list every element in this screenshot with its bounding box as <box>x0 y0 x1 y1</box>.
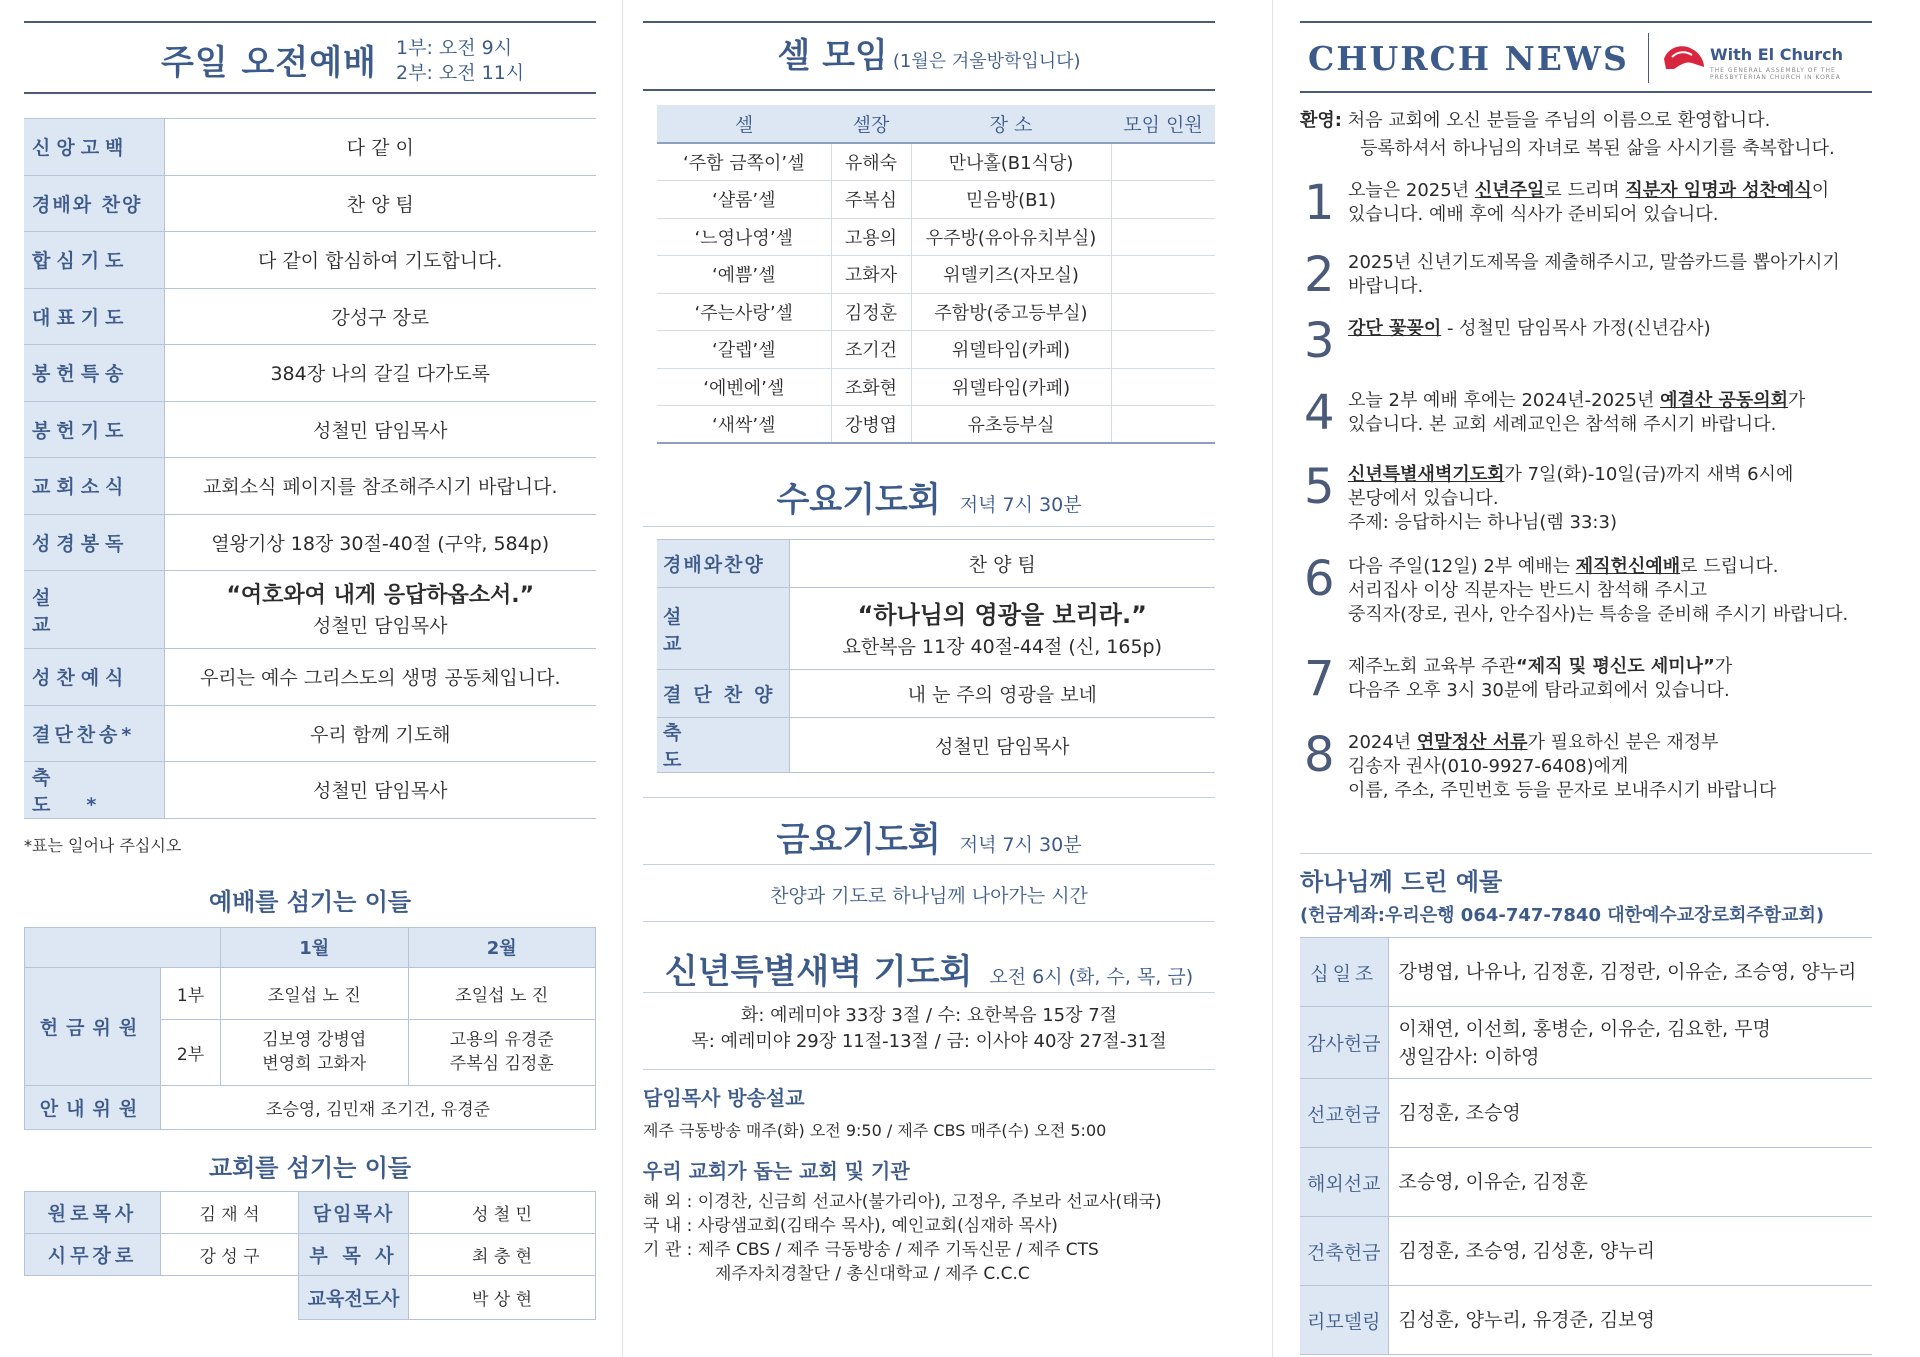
table-row <box>657 181 1215 219</box>
staff-role: 시무장로 <box>25 1233 161 1275</box>
servers-header-row <box>25 927 596 967</box>
cell-leader: 주복심 <box>831 181 911 219</box>
cell-leader: 유해숙 <box>831 143 911 181</box>
news-text: 가 <box>1714 656 1733 677</box>
dawn-schedule <box>643 1003 1215 1069</box>
cell-name: ‘갈렙’셀 <box>657 331 831 369</box>
wednesday-time: 저녁 7시 30분 <box>959 494 1082 516</box>
divider <box>643 1069 1215 1070</box>
wed-value: 내 눈 주의 영광을 보네 <box>789 670 1215 718</box>
part-2-month-2 <box>408 1019 596 1085</box>
cell-col-header: 모임 인원 <box>1111 105 1215 143</box>
news-text: 오늘 2부 예배 후에는 2024년-2025년 <box>1348 390 1661 411</box>
dawn-title: 신년특별새벽 기도회 <box>664 952 973 992</box>
divider <box>643 797 1215 798</box>
servers-row <box>25 1085 596 1129</box>
cell-count <box>1111 406 1215 444</box>
wed-row <box>657 588 1215 670</box>
dawn-line: 화: 예레미야 33장 3절 / 수: 요한복음 15장 7절 <box>740 1005 1118 1026</box>
wed-sermon-scripture: 요한복음 11장 40절-44절 (신, 165p) <box>842 636 1163 658</box>
wed-sermon-title: “하나님의 영광을 보리라.” <box>857 601 1147 629</box>
month-1-header: 1월 <box>221 927 409 967</box>
news-title: CHURCH NEWS <box>1308 39 1629 78</box>
support-line: 제주자치경찰단 / 총신대학교 / 제주 C.C.C <box>715 1264 1030 1284</box>
staff-name: 성 철 민 <box>409 1191 596 1233</box>
order-value: 성철민 담임목사 <box>164 401 596 458</box>
standing-note: *표는 일어나 주십시오 <box>24 835 182 855</box>
cell-count <box>1111 218 1215 256</box>
friday-description: 찬양과 기도로 하나님께 나아가는 시간 <box>770 885 1088 907</box>
cell-place: 우주방(유아유치부실) <box>911 218 1111 256</box>
news-text: 중직자(장로, 권사, 안수집사)는 특송을 준비해 주시기 바랍니다. <box>1348 604 1849 625</box>
offering-names: 김정훈, 조승영, 김성훈, 양누리 <box>1388 1217 1872 1286</box>
servers-corner <box>25 927 221 967</box>
meetings-column <box>643 0 1215 1357</box>
wed-label: 설 교 <box>657 588 789 670</box>
order-value: 우리 함께 기도해 <box>164 705 596 762</box>
order-label: 합심기도 <box>24 232 164 289</box>
offering-label: 리모델링 <box>1300 1286 1388 1355</box>
divider <box>643 992 1215 993</box>
order-label: 성찬예식 <box>24 649 164 706</box>
offering-names: 김정훈, 조승영 <box>1388 1079 1872 1148</box>
welcome-message <box>1300 107 1872 163</box>
cell-name: ‘예쁨’셀 <box>657 256 831 294</box>
order-row <box>24 232 596 289</box>
news-column <box>1300 0 1872 1357</box>
church-servers-row <box>25 1191 596 1233</box>
order-value: 강성구 장로 <box>164 288 596 345</box>
news-text: 김송자 권사(010-9927-6408)에게 <box>1348 756 1629 777</box>
order-row <box>24 762 596 819</box>
part-1-month-1: 조일섭 노 진 <box>221 967 409 1019</box>
news-text: - 성철민 담임목사 가정(신년감사) <box>1441 318 1711 339</box>
news-text: 있습니다. 본 교회 세례교인은 참석해 주시기 바랍니다. <box>1348 414 1777 435</box>
usher-value: 조승영, 김민재 조기건, 유경준 <box>161 1085 596 1129</box>
dawn-header <box>643 944 1215 992</box>
cell-header-row <box>657 105 1215 143</box>
broadcast-title: 담임목사 방송설교 <box>643 1086 805 1110</box>
offering-row <box>1300 1007 1872 1079</box>
welcome-line: 처음 교회에 오신 분들을 주님의 이름으로 환영합니다. <box>1347 110 1771 131</box>
news-number: 7 <box>1304 651 1335 707</box>
cell-name: ‘새싹’셀 <box>657 406 831 444</box>
cell-count <box>1111 331 1215 369</box>
cell-leader: 고용의 <box>831 218 911 256</box>
offerings-account: (헌금계좌:우리은행 064-747-7840 대한예수교장로회주함교회) <box>1300 905 1825 926</box>
news-text: 2024년 <box>1348 732 1417 753</box>
wed-row <box>657 670 1215 718</box>
empty-cell <box>25 1275 161 1319</box>
part-2-month-2-line: 고용의 유경준 <box>449 1030 554 1050</box>
offering-committee-label: 헌금위원 <box>25 967 161 1085</box>
cell-count <box>1111 368 1215 406</box>
wed-label: 경배와찬양 <box>657 540 789 588</box>
part-2-month-1-line: 김보영 강병엽 <box>262 1030 367 1050</box>
sermon-preacher: 성철민 담임목사 <box>312 615 448 637</box>
welcome-label: 환영: <box>1300 110 1342 131</box>
church-logo-subtitle: THE GENERAL ASSEMBLY OF THE PRESBYTERIAN CHURCH IN KOREA <box>1710 67 1841 81</box>
offering-names: 조승영, 이유순, 김정훈 <box>1388 1148 1872 1217</box>
cell-header <box>643 21 1215 91</box>
cell-name: ‘주는사랑’셀 <box>657 293 831 331</box>
welcome-line: 등록하셔서 하나님의 자녀로 복된 삶을 사시기를 축복합니다. <box>1360 138 1835 159</box>
divider <box>643 864 1215 865</box>
news-item <box>1300 651 1872 717</box>
wed-value: 찬 양 팀 <box>789 540 1215 588</box>
usher-label: 안내위원 <box>25 1085 161 1129</box>
news-text: 서리집사 이상 직분자는 반드시 참석해 주시고 <box>1348 580 1707 601</box>
news-item <box>1300 313 1872 379</box>
news-text: 가 7일(화)-10일(금)까지 새벽 6시에 <box>1504 464 1794 485</box>
order-label: 교회소식 <box>24 458 164 515</box>
order-label: 봉헌특송 <box>24 345 164 402</box>
column-divider <box>622 0 623 1357</box>
order-value: 성철민 담임목사 <box>164 762 596 819</box>
cell-leader: 고화자 <box>831 256 911 294</box>
church-logo <box>1662 37 1862 81</box>
news-highlight: 예결산 공동의회 <box>1660 390 1789 411</box>
staff-name: 최 충 현 <box>409 1233 596 1275</box>
worship-time-2: 2부: 오전 11시 <box>396 62 525 84</box>
part-2-month-1 <box>221 1019 409 1085</box>
news-text: 주제: 응답하시는 하나님(렘 33:3) <box>1348 512 1617 533</box>
cell-place: 주함방(중고등부실) <box>911 293 1111 331</box>
news-number: 8 <box>1304 727 1335 783</box>
part-2-month-1-line: 변영희 고화자 <box>262 1054 367 1074</box>
table-row <box>657 331 1215 369</box>
wed-sermon <box>789 588 1215 670</box>
servers-table <box>24 927 596 1130</box>
divider <box>1300 853 1872 854</box>
order-row <box>24 514 596 571</box>
news-number: 6 <box>1304 551 1335 607</box>
order-label: 축 도* <box>24 762 164 819</box>
support-list <box>643 1190 1215 1286</box>
cell-leader: 강병엽 <box>831 406 911 444</box>
news-text: 가 필요하신 분은 재정부 <box>1527 732 1719 753</box>
support-title: 우리 교회가 돕는 교회 및 기관 <box>643 1159 910 1183</box>
offering-row <box>1300 938 1872 1007</box>
servers-title: 예배를 섬기는 이들 <box>208 887 412 916</box>
wed-value: 성철민 담임목사 <box>789 718 1215 773</box>
order-row <box>24 649 596 706</box>
news-text: 다음 주일(12일) 2부 예배는 <box>1348 556 1576 577</box>
table-row <box>657 406 1215 444</box>
table-row <box>657 368 1215 406</box>
offering-names <box>1388 1007 1872 1079</box>
offering-label: 해외선교 <box>1300 1148 1388 1217</box>
staff-role: 교육전도사 <box>299 1275 409 1319</box>
order-label: 대표기도 <box>24 288 164 345</box>
cell-col-header: 셀장 <box>831 105 911 143</box>
order-value: 찬 양 팀 <box>164 175 596 232</box>
news-text: 다음주 오후 3시 30분에 탐라교회에서 있습니다. <box>1348 680 1730 701</box>
part-1-month-2: 조일섭 노 진 <box>408 967 596 1019</box>
order-value: 교회소식 페이지를 참조해주시기 바랍니다. <box>164 458 596 515</box>
offering-row <box>1300 1286 1872 1355</box>
church-servers-title: 교회를 섬기는 이들 <box>208 1153 412 1182</box>
cell-place: 위델키즈(자모실) <box>911 256 1111 294</box>
offering-row <box>1300 1148 1872 1217</box>
part-1-label: 1부 <box>161 967 221 1019</box>
worship-time-1: 1부: 오전 9시 <box>396 37 513 59</box>
cell-leader: 김정훈 <box>831 293 911 331</box>
worship-title: 주일 오전예배 <box>161 43 377 83</box>
news-item <box>1300 385 1872 455</box>
news-highlight: 직분자 임명과 성찬예식 <box>1625 180 1812 201</box>
news-highlight: 제직헌신예배 <box>1575 556 1681 577</box>
table-row <box>657 143 1215 181</box>
staff-role: 원로목사 <box>25 1191 161 1233</box>
header-separator <box>1648 33 1649 83</box>
wednesday-header <box>643 472 1215 524</box>
cell-name: ‘느영나영’셀 <box>657 218 831 256</box>
friday-header <box>643 812 1215 864</box>
church-servers-table <box>24 1191 596 1320</box>
servers-row <box>25 967 596 1019</box>
broadcast-text: 제주 극동방송 매주(화) 오전 9:50 / 제주 CBS 매주(수) 오전 5:00 <box>643 1121 1107 1140</box>
worship-header <box>24 21 596 94</box>
order-value: 열왕기상 18장 30절-40절 (구약, 584p) <box>164 514 596 571</box>
news-text: 바랍니다. <box>1348 276 1424 297</box>
support-line: 기 관 : 제주 CBS / 제주 극동방송 / 제주 기독신문 / 제주 CTS <box>643 1240 1099 1260</box>
wed-label: 결단찬양 <box>657 670 789 718</box>
news-item <box>1300 727 1872 809</box>
cell-leader: 조화현 <box>831 368 911 406</box>
offering-names: 김성훈, 양누리, 유경준, 김보영 <box>1388 1286 1872 1355</box>
cell-count <box>1111 293 1215 331</box>
friday-time: 저녁 7시 30분 <box>959 834 1082 856</box>
news-text: 가 <box>1788 390 1806 411</box>
support-line: 국 내 : 사랑샘교회(김태수 목사), 예인교회(심재하 목사) <box>643 1216 1058 1236</box>
order-row <box>24 401 596 458</box>
order-label: 성경봉독 <box>24 514 164 571</box>
part-2-month-2-line: 주복심 김정훈 <box>449 1054 554 1074</box>
news-text: 있습니다. 예배 후에 식사가 준비되어 있습니다. <box>1348 204 1719 225</box>
order-row <box>24 705 596 762</box>
cell-count <box>1111 256 1215 294</box>
support-line: 해 외 : 이경찬, 신금희 선교사(불가리아), 고정우, 주보라 선교사(태국) <box>643 1192 1162 1212</box>
offering-names-line: 이채연, 이선희, 홍병순, 이유순, 김요한, 무명 <box>1398 1017 1771 1040</box>
wednesday-title: 수요기도회 <box>776 480 941 520</box>
wed-label: 축 도 <box>657 718 789 773</box>
news-highlight: 신년특별새벽기도회 <box>1348 464 1505 485</box>
news-text: 본당에서 있습니다. <box>1348 488 1499 509</box>
cell-name: ‘샬롬’셀 <box>657 181 831 219</box>
cell-col-header: 셀 <box>657 105 831 143</box>
news-number: 4 <box>1304 385 1335 441</box>
news-item <box>1300 175 1872 241</box>
dawn-time: 오전 6시 (화, 수, 목, 금) <box>989 966 1194 988</box>
friday-title: 금요기도회 <box>776 820 941 860</box>
offering-names: 강병엽, 나유나, 김정훈, 김정란, 이유순, 조승영, 양누리 <box>1388 938 1872 1007</box>
cell-name: ‘에벤에’셀 <box>657 368 831 406</box>
news-text: 로 드립니다. <box>1680 556 1779 577</box>
news-text: 로 드리며 <box>1544 180 1626 201</box>
news-text: 제주노회 교육부 주관 <box>1348 656 1516 677</box>
wednesday-table <box>657 539 1215 773</box>
news-item <box>1300 459 1872 549</box>
staff-name: 김 재 석 <box>161 1191 299 1233</box>
cell-place: 만나홀(B1식당) <box>911 143 1111 181</box>
offering-label: 감사헌금 <box>1300 1007 1388 1079</box>
news-text: 이름, 주소, 주민번호 등을 문자로 보내주시기 바랍니다 <box>1348 780 1777 801</box>
cell-place: 위델타임(카페) <box>911 331 1111 369</box>
order-row <box>24 571 596 649</box>
wed-row <box>657 540 1215 588</box>
church-logo-icon <box>1662 41 1706 73</box>
order-label: 결단찬송* <box>24 705 164 762</box>
divider <box>643 921 1215 922</box>
cell-place: 위델타임(카페) <box>911 368 1111 406</box>
offering-label: 건축헌금 <box>1300 1217 1388 1286</box>
table-row <box>657 256 1215 294</box>
offering-row <box>1300 1217 1872 1286</box>
order-value: 우리는 예수 그리스도의 생명 공동체입니다. <box>164 649 596 706</box>
church-servers-row <box>25 1275 596 1319</box>
staff-name: 박 상 현 <box>409 1275 596 1319</box>
worship-times <box>396 36 524 86</box>
order-row <box>24 119 596 176</box>
dawn-line: 목: 예레미야 29장 11절-13절 / 금: 이사야 40장 27절-31절 <box>691 1031 1167 1052</box>
church-servers-row <box>25 1233 596 1275</box>
offerings-header <box>1300 862 1872 927</box>
order-row <box>24 345 596 402</box>
church-logo-name: With El Church <box>1710 45 1844 64</box>
news-item <box>1300 551 1872 641</box>
order-value: 384장 나의 갈길 다가도록 <box>164 345 596 402</box>
sermon-title: “여호와여 내게 응답하옵소서.” <box>226 583 535 608</box>
cell-name: ‘주함 금쪽이’셀 <box>657 143 831 181</box>
news-text: 2025년 신년기도제목을 제출해주시고, 말씀카드를 뽑아가시기 <box>1348 252 1840 273</box>
news-highlight: 연말정산 서류 <box>1416 732 1528 753</box>
news-highlight: “제직 및 평신도 세미나” <box>1515 656 1715 677</box>
cell-col-header: 장 소 <box>911 105 1111 143</box>
staff-role: 담임목사 <box>299 1191 409 1233</box>
column-divider <box>1272 0 1273 1357</box>
order-row <box>24 288 596 345</box>
order-row <box>24 175 596 232</box>
order-value: 다 같 이 <box>164 119 596 176</box>
news-text: 이 <box>1811 180 1830 201</box>
part-2-label: 2부 <box>161 1019 221 1085</box>
cell-count <box>1111 143 1215 181</box>
offerings-table <box>1300 937 1872 1355</box>
offering-names-line: 생일감사: 이하영 <box>1398 1045 1540 1068</box>
wed-row <box>657 718 1215 773</box>
news-text: 오늘은 2025년 <box>1348 180 1475 201</box>
order-label: 경배와 찬양 <box>24 175 164 232</box>
worship-order-table <box>24 118 596 819</box>
order-label: 설 교 <box>24 571 164 649</box>
offering-label: 선교헌금 <box>1300 1079 1388 1148</box>
sermon-cell <box>164 571 596 649</box>
cell-count <box>1111 181 1215 219</box>
news-item <box>1300 247 1872 309</box>
news-header <box>1300 21 1872 93</box>
order-value: 다 같이 합심하여 기도합니다. <box>164 232 596 289</box>
offering-label: 십일조 <box>1300 938 1388 1007</box>
offerings-title: 하나님께 드린 예물 <box>1300 868 1503 896</box>
cell-title: 셀 모임 <box>777 36 888 76</box>
order-label: 봉헌기도 <box>24 401 164 458</box>
news-number: 3 <box>1304 313 1335 369</box>
news-number: 5 <box>1304 459 1335 515</box>
cell-place: 유초등부실 <box>911 406 1111 444</box>
cell-place: 믿음방(B1) <box>911 181 1111 219</box>
empty-cell <box>161 1275 299 1319</box>
news-highlight: 강단 꽃꽂이 <box>1348 318 1442 339</box>
order-row <box>24 458 596 515</box>
cell-subtitle: (1월은 겨울방학입니다) <box>892 51 1081 72</box>
news-number: 2 <box>1304 247 1335 303</box>
table-row <box>657 293 1215 331</box>
news-number: 1 <box>1304 175 1335 231</box>
staff-role: 부 목 사 <box>299 1233 409 1275</box>
staff-name: 강 성 구 <box>161 1233 299 1275</box>
month-2-header: 2월 <box>408 927 596 967</box>
order-label: 신앙고백 <box>24 119 164 176</box>
table-row <box>657 218 1215 256</box>
cell-leader: 조기건 <box>831 331 911 369</box>
divider <box>643 526 1215 527</box>
news-highlight: 신년주일 <box>1474 180 1545 201</box>
worship-column <box>24 0 596 1357</box>
offering-row <box>1300 1079 1872 1148</box>
cell-table <box>657 105 1215 444</box>
